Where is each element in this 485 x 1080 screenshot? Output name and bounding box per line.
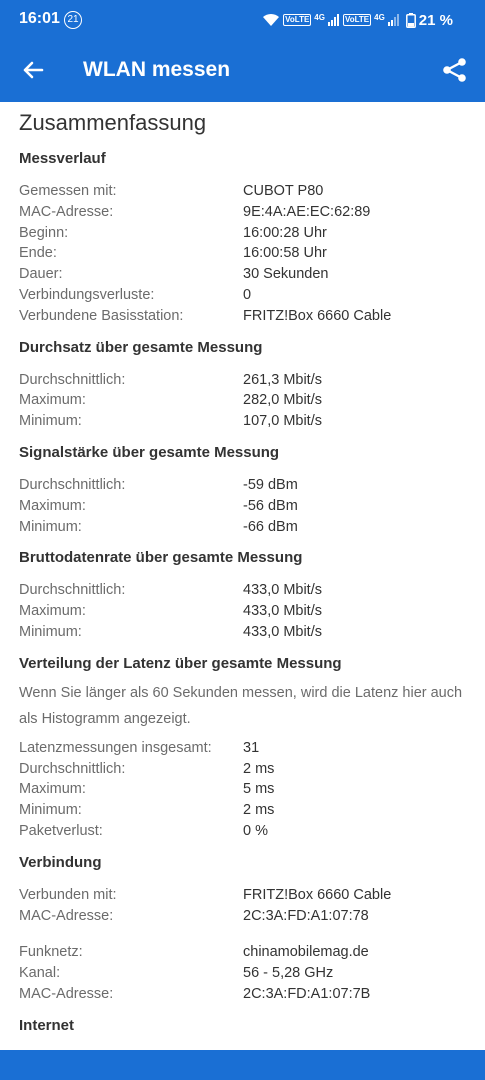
- volte-badge-2: VoLTE: [344, 15, 370, 24]
- row-value: 2 ms: [243, 760, 275, 777]
- latenz-list: [19, 738, 469, 842]
- row-label: Funknetz:: [19, 944, 83, 961]
- info-row: [19, 906, 469, 927]
- info-row: [19, 306, 469, 327]
- row-value: chinamobilemag.de: [243, 944, 369, 961]
- row-label: Beginn:: [19, 224, 69, 241]
- verbindung-list-a: [19, 885, 469, 927]
- section-title-internet: Internet: [19, 1016, 75, 1034]
- row-value: 5 ms: [243, 781, 275, 798]
- row-value: 282,0 Mbit/s: [243, 392, 322, 409]
- row-value: 9E:4A:AE:EC:62:89: [243, 203, 371, 220]
- bottom-bar: [0, 1050, 485, 1080]
- row-value: 433,0 Mbit/s: [243, 623, 322, 640]
- summary-heading: Zusammenfassung: [19, 110, 207, 135]
- info-row: [19, 601, 469, 622]
- wifi-icon: [262, 13, 280, 27]
- info-row: [19, 390, 469, 411]
- info-row: [19, 622, 469, 643]
- row-value: 2C:3A:FD:A1:07:78: [243, 907, 369, 924]
- row-label: Maximum:: [19, 781, 86, 798]
- section-title-signal: Signalstärke über gesamte Messung: [19, 443, 280, 461]
- row-label: Durchschnittlich:: [19, 582, 126, 599]
- summary-content: [19, 102, 469, 1048]
- info-row: [19, 475, 469, 496]
- info-row: [19, 963, 469, 984]
- signal-icon-1: [328, 14, 340, 26]
- row-value: 2C:3A:FD:A1:07:7B: [243, 985, 371, 1002]
- row-label: Verbindungsverluste:: [19, 286, 155, 303]
- row-value: 0: [243, 286, 252, 303]
- status-bar: [0, 0, 485, 38]
- row-label: Durchschnittlich:: [19, 476, 126, 493]
- row-label: Durchschnittlich:: [19, 371, 126, 388]
- info-row: [19, 496, 469, 517]
- row-label: Latenzmessungen insgesamt:: [19, 739, 212, 756]
- section-title-verbindung: Verbindung: [19, 853, 102, 871]
- info-row: [19, 759, 469, 780]
- info-row: [19, 285, 469, 306]
- share-icon[interactable]: [441, 56, 469, 84]
- info-row: [19, 942, 469, 963]
- verbindung-list-b: [19, 942, 469, 1004]
- row-value: 31: [243, 739, 260, 756]
- row-label: MAC-Adresse:: [19, 203, 114, 220]
- status-time: 16:01: [19, 10, 60, 27]
- info-row: [19, 370, 469, 391]
- info-row: [19, 800, 469, 821]
- info-row: [19, 181, 469, 202]
- row-label: Maximum:: [19, 497, 86, 514]
- row-label: Kanal:: [19, 965, 61, 982]
- row-value: FRITZ!Box 6660 Cable: [243, 886, 392, 903]
- info-row: [19, 517, 469, 538]
- row-label: Minimum:: [19, 802, 82, 819]
- row-label: Verbundene Basisstation:: [19, 307, 184, 324]
- network-type-1: 4G: [314, 12, 325, 22]
- page-title: WLAN messen: [83, 58, 231, 81]
- arrow-back-icon[interactable]: [18, 55, 48, 85]
- row-value: 107,0 Mbit/s: [243, 413, 322, 430]
- row-value: 0 %: [243, 822, 268, 839]
- volte-badge-1: VoLTE: [285, 15, 310, 24]
- row-label: Verbunden mit:: [19, 886, 117, 903]
- row-label: Durchschnittlich:: [19, 760, 126, 777]
- notification-badge: 21: [64, 11, 82, 29]
- row-value: 433,0 Mbit/s: [243, 582, 322, 599]
- row-value: 30 Sekunden: [243, 266, 329, 283]
- row-value: -56 dBm: [243, 497, 298, 514]
- row-label: Maximum:: [19, 392, 86, 409]
- row-label: Minimum:: [19, 623, 82, 640]
- row-value: 2 ms: [243, 802, 275, 819]
- battery-icon: [406, 13, 416, 28]
- info-row: [19, 202, 469, 223]
- row-label: Paketverlust:: [19, 822, 103, 839]
- section-title-brutto: Bruttodatenrate über gesamte Messung: [19, 549, 303, 567]
- section-title-latenz: Verteilung der Latenz über gesamte Messung: [19, 654, 342, 672]
- row-value: 433,0 Mbit/s: [243, 603, 322, 620]
- row-label: MAC-Adresse:: [19, 985, 114, 1002]
- row-label: Gemessen mit:: [19, 183, 117, 199]
- network-type-2: 4G: [374, 12, 385, 22]
- spacer: [19, 926, 469, 942]
- latenz-note: Wenn Sie länger als 60 Sekunden messen, wird die Latenz hier auch als Histogramm angezeigt.: [19, 684, 463, 727]
- row-label: Minimum:: [19, 413, 82, 430]
- row-value: CUBOT P80: [243, 183, 324, 199]
- section-title-durchsatz: Durchsatz über gesamte Messung: [19, 338, 263, 356]
- row-label: Ende:: [19, 245, 57, 262]
- row-value: 16:00:58 Uhr: [243, 245, 327, 262]
- info-row: [19, 580, 469, 601]
- row-value: -66 dBm: [243, 518, 298, 535]
- row-value: 56 - 5,28 GHz: [243, 965, 334, 982]
- info-row: [19, 779, 469, 800]
- row-value: 261,3 Mbit/s: [243, 371, 322, 388]
- row-label: Maximum:: [19, 603, 86, 620]
- durchsatz-list: [19, 370, 469, 432]
- row-label: Dauer:: [19, 266, 63, 283]
- info-row: [19, 264, 469, 285]
- signal-list: [19, 475, 469, 537]
- row-value: 16:00:28 Uhr: [243, 224, 327, 241]
- info-row: [19, 821, 469, 842]
- section-title-messverlauf: Messverlauf: [19, 150, 106, 167]
- info-row: [19, 243, 469, 264]
- info-row: [19, 738, 469, 759]
- row-label: Minimum:: [19, 518, 82, 535]
- app-bar: [0, 38, 485, 102]
- info-row: [19, 984, 469, 1005]
- info-row: [19, 885, 469, 906]
- status-icons: [262, 10, 453, 30]
- brutto-list: [19, 580, 469, 642]
- info-row: [19, 411, 469, 432]
- signal-icon-2: [388, 14, 400, 26]
- row-value: FRITZ!Box 6660 Cable: [243, 307, 392, 324]
- messverlauf-list: [19, 181, 469, 327]
- battery-percent: 21 %: [418, 11, 453, 29]
- info-row: [19, 223, 469, 244]
- row-value: -59 dBm: [243, 476, 298, 493]
- row-label: MAC-Adresse:: [19, 907, 114, 924]
